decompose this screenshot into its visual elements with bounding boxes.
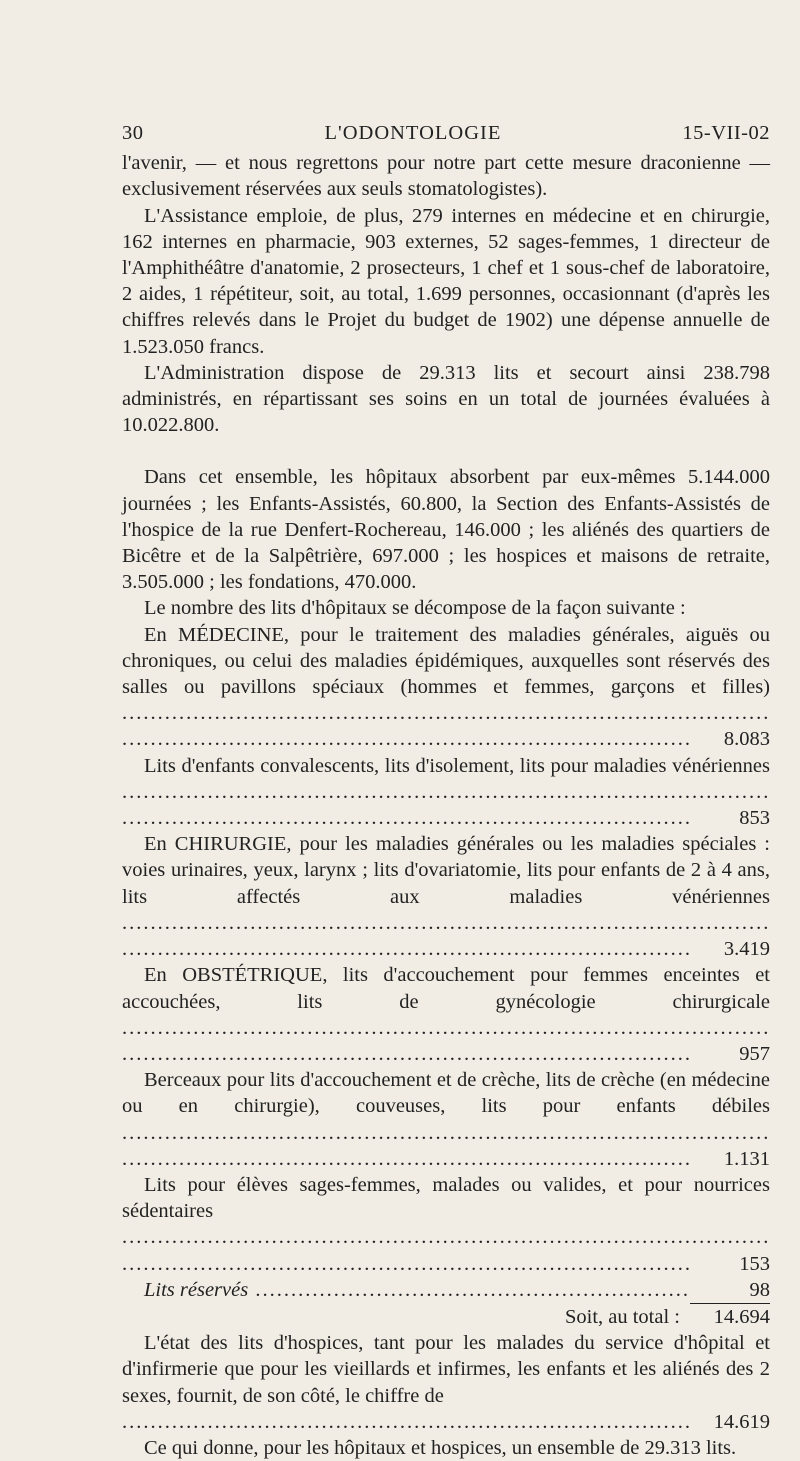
beds-value: 957 xyxy=(739,1042,770,1065)
beds-label: Lits pour élèves sages-femmes, malades ou valides, et pour nourrices sédentaires ..... xyxy=(122,1172,770,1251)
beds-label: En CHIRURGIE, pour les maladies générales ou les maladies spéciales : voies urinaires, yeux, larynx ; lits d'ovariatomie, lits pour enfants de 2 à 4 ans, lits affectés aux maladies vénériennes ..... xyxy=(122,831,770,936)
paragraph-3: L'Administration dispose de 29.313 lits et secourt ainsi 238.798 administrés, en répartissant ses soins en un total de journées évaluées à 10.022.800. xyxy=(122,361,770,437)
conclusion: Ce qui donne, pour les hôpitaux et hospices, un ensemble de 29.313 lits. xyxy=(144,1436,737,1459)
paragraph-1: l'avenir, — et nous regrettons pour notre part cette mesure draconienne — exclusivement réservées aux seuls stomatologistes). xyxy=(122,152,770,201)
beds-value: 1.131 xyxy=(723,1147,770,1170)
beds-value-row xyxy=(122,936,770,962)
leader-dots xyxy=(122,1146,690,1172)
beds-value: 3.419 xyxy=(723,938,770,961)
leader-dots xyxy=(122,1251,690,1277)
beds-label: Lits d'enfants convalescents, lits d'isolement, lits pour maladies vénériennes ..... xyxy=(122,753,770,805)
beds-label: En OBSTÉTRIQUE, lits d'accouchement pour femmes enceintes et accouchées, lits de gynécologie chirurgicale ..... xyxy=(122,962,770,1041)
leader-dots xyxy=(122,936,690,962)
beds-value-row xyxy=(122,1146,770,1172)
paragraph-5: Le nombre des lits d'hôpitaux se décompose de la façon suivante : xyxy=(144,597,686,620)
beds-value-row xyxy=(122,805,770,831)
leader-dots xyxy=(122,726,690,752)
issue-date: 15-VII-02 xyxy=(682,122,770,144)
beds-value-row xyxy=(122,1251,770,1277)
beds-value: 98 xyxy=(690,1277,770,1304)
beds-value: 853 xyxy=(739,807,770,830)
hospices-value-row xyxy=(122,1409,770,1435)
paragraph-2: L'Assistance emploie, de plus, 279 internes en médecine et en chirurgie, 162 internes en pharmacie, 903 externes, 52 sages-femmes, 1 directeur de l'Amphithéâtre d'anatomie, 2 prosecteurs, 1 chef et 1 sous-chef de laboratoire, 2 aides, 1 répétiteur, soit, au total, 1.699 personnes, occasionnant (d'après les chiffres relevés dans le Projet du budget de 1902) une dépense annuelle de 1.523.050 francs. xyxy=(122,204,770,358)
beds-row-reserves xyxy=(122,1277,770,1304)
page-number: 30 xyxy=(122,122,144,144)
total-value: 14.694 xyxy=(713,1305,770,1328)
leader-dots xyxy=(122,1041,690,1067)
beds-row-obstetrique xyxy=(122,962,770,1041)
total-label: Soit, au total : xyxy=(564,1305,680,1328)
beds-label: Lits réservés ..... xyxy=(122,1277,690,1303)
beds-row-berceaux xyxy=(122,1067,770,1146)
page xyxy=(122,120,770,1461)
hospices-value: 14.619 xyxy=(713,1410,770,1433)
leader-dots xyxy=(122,805,690,831)
beds-row-medecine xyxy=(122,622,770,727)
beds-label: En MÉDECINE, pour le traitement des maladies générales, aiguës ou chroniques, ou celui des maladies épidémiques, auxquelles sont réservés des salles ou pavillons spéciaux (hommes et femmes, garçons et filles) ..... xyxy=(122,622,770,727)
running-header xyxy=(122,120,770,146)
beds-value: 8.083 xyxy=(723,728,770,751)
beds-label: Berceaux pour lits d'accouchement et de crèche, lits de crèche (en médecine ou en chirurgie), couveuses, lits pour enfants débiles ..... xyxy=(122,1067,770,1146)
beds-row-sages-femmes xyxy=(122,1172,770,1251)
journal-title: L'ODONTOLOGIE xyxy=(324,122,502,144)
hospices-block xyxy=(122,1330,770,1435)
beds-value-row xyxy=(122,1041,770,1067)
beds-value-row xyxy=(122,726,770,752)
beds-value: 153 xyxy=(739,1252,770,1275)
beds-list xyxy=(122,622,770,1330)
beds-row-convalescents xyxy=(122,753,770,805)
total-row xyxy=(122,1304,770,1330)
hospices-text: L'état des lits d'hospices, tant pour les malades du service d'hôpital et d'infirmerie que pour les vieillards et infirmes, les enfants et les aliénés des 2 sexes, fournit, de son côté, le chiffre de xyxy=(122,1332,770,1407)
leader-dots xyxy=(122,1409,690,1435)
paragraph-4: Dans cet ensemble, les hôpitaux absorbent par eux-mêmes 5.144.000 journées ; les Enfants-Assistés, 60.800, la Section des Enfants-Assistés de l'hospice de la rue Denfert-Rochereau, 146.000 ; les aliénés des quartiers de Bicêtre et de la Salpêtrière, 697.000 ; les hospices et maisons de retraite, 3.505.000 ; les fondations, 470.000. xyxy=(122,466,770,594)
beds-row-chirurgie xyxy=(122,831,770,936)
